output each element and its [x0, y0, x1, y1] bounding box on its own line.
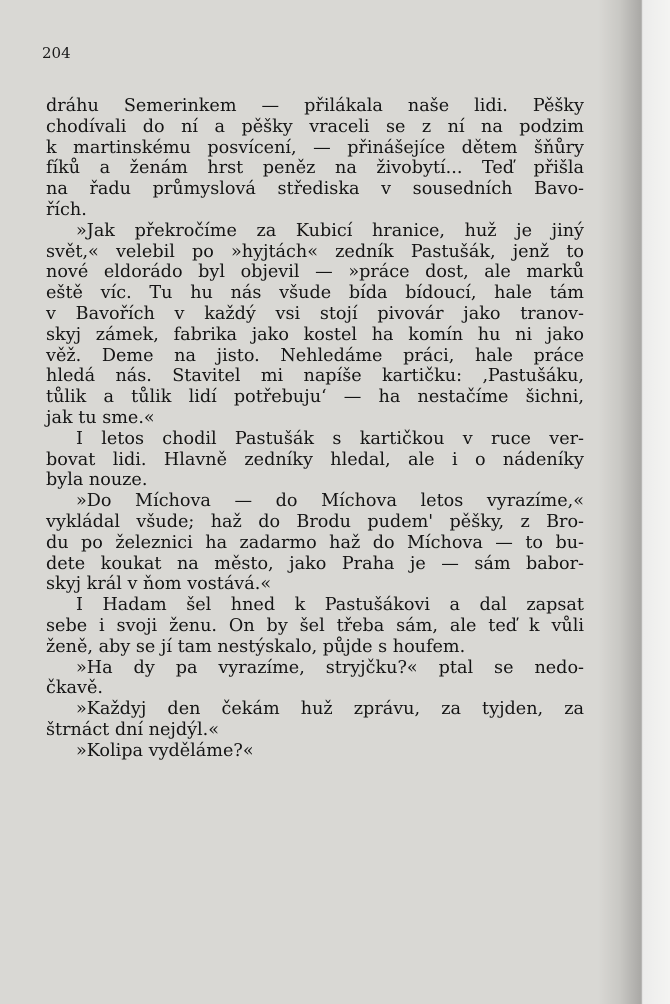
text-line: dráhu Semerinkem — přilákala naše lidi. Pěšky	[46, 96, 584, 116]
text-line: tůlik a tůlik lidí potřebuju‘ — ha nestačíme šichni,	[46, 387, 584, 408]
text-line: k martinskému posvícení, — přinášejíce dětem šňůry	[46, 137, 584, 158]
text-line: na řadu průmyslová střediska v sousedních Bavo-	[46, 179, 584, 200]
text-line: bovat lidi. Hlavně zedníky hledal, ale i o nádeníky	[46, 449, 584, 470]
text-line: věž. Deme na jisto. Nehledáme práci, hale práce	[46, 345, 584, 366]
text-line: byla nouze.	[46, 470, 148, 491]
body-text	[46, 96, 584, 762]
text-line: »Ha dy pa vyrazíme, stryjčku?« ptal se nedo-	[76, 657, 584, 678]
text-line: hledá nás. Stavitel mi napíše kartičku: ‚Pastušáku,	[46, 366, 584, 387]
text-line: I Hadam šel hned k Pastušákovi a dal zapsat	[76, 595, 584, 616]
paragraph	[46, 96, 584, 221]
paragraph	[46, 595, 584, 657]
text-line: sebe i svoji ženu. On by šel třeba sám, ale teď k vůli	[46, 615, 584, 636]
text-line: »Kolipa vyděláme?«	[76, 740, 254, 761]
paragraph	[46, 699, 584, 741]
text-line: »Jak překročíme za Kubicí hranice, huž je jiný	[76, 220, 584, 241]
page-number: 204	[42, 44, 71, 62]
text-line: řích.	[46, 199, 87, 220]
paragraph	[46, 491, 584, 595]
text-line: »Do Míchova — do Míchova letos vyrazíme,«	[76, 491, 584, 512]
text-line: vykládal všude; haž do Brodu pudem' pěšky, z Bro-	[46, 511, 584, 532]
text-line: nové eldorádo byl objevil — »práce dost, ale marků	[46, 262, 584, 283]
text-line: fíků a ženám hrst peněz na živobytí... Teď přišla	[46, 158, 584, 179]
text-line: v Bavořích v každý vsi stojí pivovár jako tranov-	[46, 303, 584, 324]
text-line: svět,« velebil po »hyjtách« zedník Pastušák, jenž to	[46, 241, 584, 262]
text-line: chodívali do ní a pěšky vraceli se z ní na podzim	[46, 116, 584, 137]
text-line: skyj zámek, fabrika jako kostel ha komín hu ni jako	[46, 324, 584, 345]
paragraph	[46, 741, 584, 762]
text-line: štrnáct dní nejdýl.«	[46, 719, 220, 740]
text-line: dete koukat na město, jako Praha je — sám babor-	[46, 553, 584, 574]
text-line: I letos chodil Pastušák s kartičkou v ruce ver-	[76, 428, 584, 449]
text-line: du po železnici ha zadarmo haž do Míchova — to bu-	[46, 532, 584, 553]
text-line: jak tu sme.«	[46, 407, 155, 428]
text-line: ženě, aby se jí tam nestýskalo, půjde s houfem.	[46, 636, 466, 657]
page-edge-shadow	[598, 0, 670, 1004]
paragraph	[46, 429, 584, 491]
paragraph	[46, 658, 584, 700]
text-line: čkavě.	[46, 678, 103, 699]
text-line: »Každyj den čekám huž zprávu, za tyjden, za	[76, 699, 584, 720]
text-line: eště víc. Tu hu nás všude bída bídoucí, hale tám	[46, 283, 584, 304]
paragraph	[46, 221, 584, 429]
text-line: skyj král v ňom vostává.«	[46, 574, 272, 595]
